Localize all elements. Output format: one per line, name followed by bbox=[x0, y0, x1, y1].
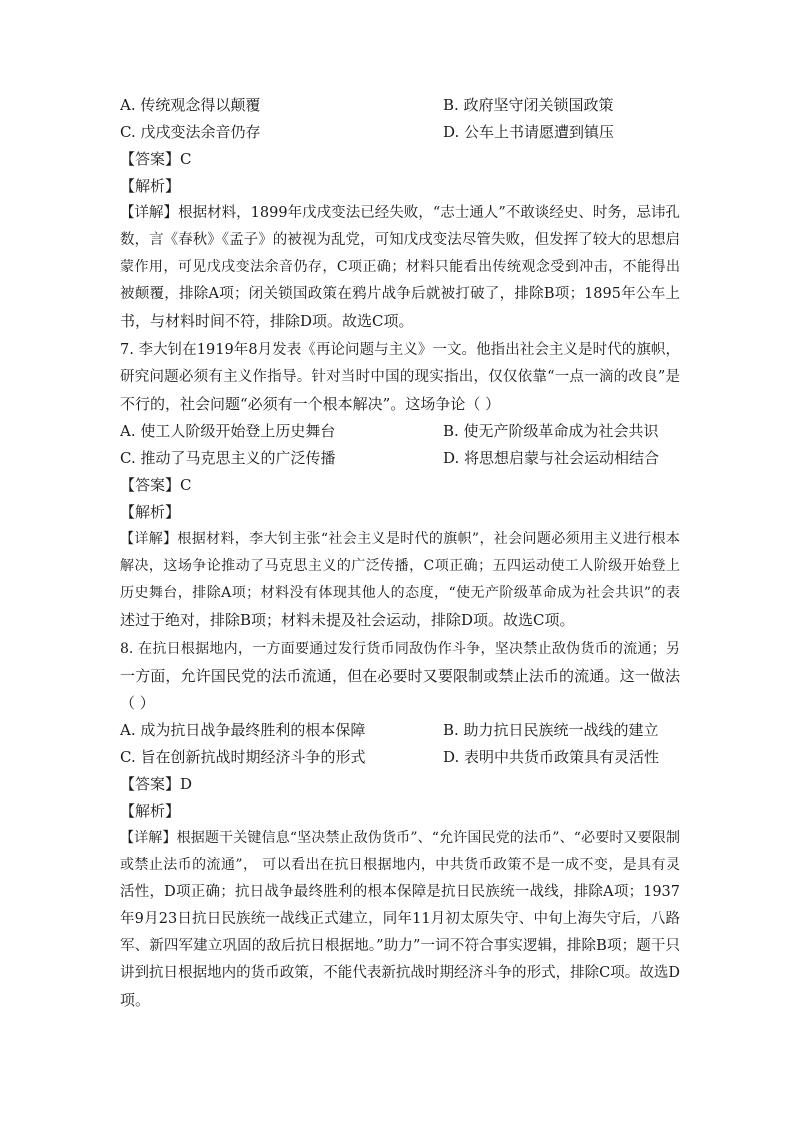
q8-detail-line: 活性，D项正确；抗日战争最终胜利的根本保障是抗日民族统一战线，排除A项；1937 bbox=[120, 884, 680, 900]
q8-option-b: B. 助力抗日民族统一战线的建立 bbox=[443, 721, 659, 739]
q8-stem-line: 一方面，允许国民党的法币流通，但在必要时又要限制或禁止法币的流通。这一做法 bbox=[120, 667, 680, 685]
q7-detail-line: 解决，这场争论推动了马克思主义的广泛传播，C项正确；五四运动使工人阶级开始登上 bbox=[120, 558, 680, 574]
q8-answer: 【答案】D bbox=[120, 775, 193, 793]
q8-option-c: C. 旨在创新抗战时期经济斗争的形式 bbox=[120, 748, 366, 766]
q7-option-a: A. 使工人阶级开始登上历史舞台 bbox=[120, 422, 336, 440]
q7-detail-line: 述过于绝对，排除B项；材料未提及社会运动，排除D项。故选C项。 bbox=[120, 611, 575, 629]
q6-answer: 【答案】C bbox=[120, 150, 192, 168]
q7-option-c: C. 推动了马克思主义的广泛传播 bbox=[120, 449, 336, 467]
q6-detail-line: 被颠覆，排除A项；闭关锁国政策在鸦片战争后就被打破了，排除B项；1895年公车上 bbox=[120, 286, 680, 302]
q8-stem-line: 8. 在抗日根据地内，一方面要通过发行货币同敌伪作斗争，坚决禁止敌伪货币的流通；另 bbox=[120, 641, 680, 657]
q6-analysis-heading: 【解析】 bbox=[120, 177, 181, 195]
q8-detail-line: 年9月23日抗日民族统一战线正式建立，同年11月初太原失守、中旬上海失守后，八路 bbox=[120, 911, 680, 927]
q8-stem-line: （ ） bbox=[120, 694, 155, 712]
q6-detail-line: 数，言《春秋》《孟子》的被视为乱党，可知戊戌变法尽管失败，但发挥了较大的思想启 bbox=[120, 232, 680, 248]
q8-detail-line: 军、新四军建立巩固的敌后抗日根据地。”助力”一词不符合事实逻辑，排除B项；题干只 bbox=[120, 938, 680, 954]
q6-option-b: B. 政府坚守闭关锁国政策 bbox=[443, 96, 614, 114]
q7-detail-line: 历史舞台，排除A项；材料没有体现其他人的态度，“使无产阶级革命成为社会共识”的表 bbox=[120, 585, 680, 601]
q6-option-a: A. 传统观念得以颠覆 bbox=[120, 96, 261, 114]
q8-detail-line: 项。 bbox=[120, 991, 151, 1009]
q7-stem-line: 研究问题必须有主义作指导。针对当时中国的现实指出，仅仅依靠“一点一滴的改良”是 bbox=[120, 369, 680, 385]
q6-detail-line: 【详解】根据材料，1899年戊戌变法已经失败，“志士通人”不敢谈经史、时务，忌讳孔 bbox=[120, 205, 680, 221]
q6-detail-line: 蒙作用，可见戊戌变法余音仍存，C项正确；材料只能看出传统观念受到冲击，不能得出 bbox=[120, 259, 680, 275]
q7-stem-line: 不行的，社会问题“必须有一个根本解决”。这场争论（ ） bbox=[120, 395, 501, 413]
q7-option-d: D. 将思想启蒙与社会运动相结合 bbox=[443, 449, 660, 467]
q7-analysis-heading: 【解析】 bbox=[120, 503, 181, 521]
q7-detail-line: 【详解】根据材料，李大钊主张“社会主义是时代的旗帜”，社会问题必须用主义进行根本 bbox=[120, 531, 680, 547]
q8-detail-line: 【详解】根据题干关键信息“坚决禁止敌伪货币”、“允许国民党的法币”、“必要时又要限制 bbox=[120, 830, 680, 846]
q8-option-d: D. 表明中共货币政策具有灵活性 bbox=[443, 748, 660, 766]
q7-stem-line: 7. 李大钊在1919年8月发表《再论问题与主义》一文。他指出社会主义是时代的旗帜， bbox=[120, 342, 680, 358]
q8-detail-line: 或禁止法币的流通”， 可以看出在抗日根据地内，中共货币政策不是一成不变，是具有灵 bbox=[120, 857, 680, 873]
q7-answer: 【答案】C bbox=[120, 476, 192, 494]
q8-analysis-heading: 【解析】 bbox=[120, 802, 181, 820]
q6-option-c: C. 戊戌变法余音仍存 bbox=[120, 123, 261, 141]
q7-option-b: B. 使无产阶级革命成为社会共识 bbox=[443, 422, 659, 440]
q8-option-a: A. 成为抗日战争最终胜利的根本保障 bbox=[120, 721, 366, 739]
q6-option-d: D. 公车上书请愿遭到镇压 bbox=[443, 123, 615, 141]
q8-detail-line: 讲到抗日根据地内的货币政策，不能代表新抗战时期经济斗争的形式，排除C项。故选D bbox=[120, 965, 680, 981]
q6-detail-line: 书，与材料时间不符，排除D项。故选C项。 bbox=[120, 312, 414, 330]
